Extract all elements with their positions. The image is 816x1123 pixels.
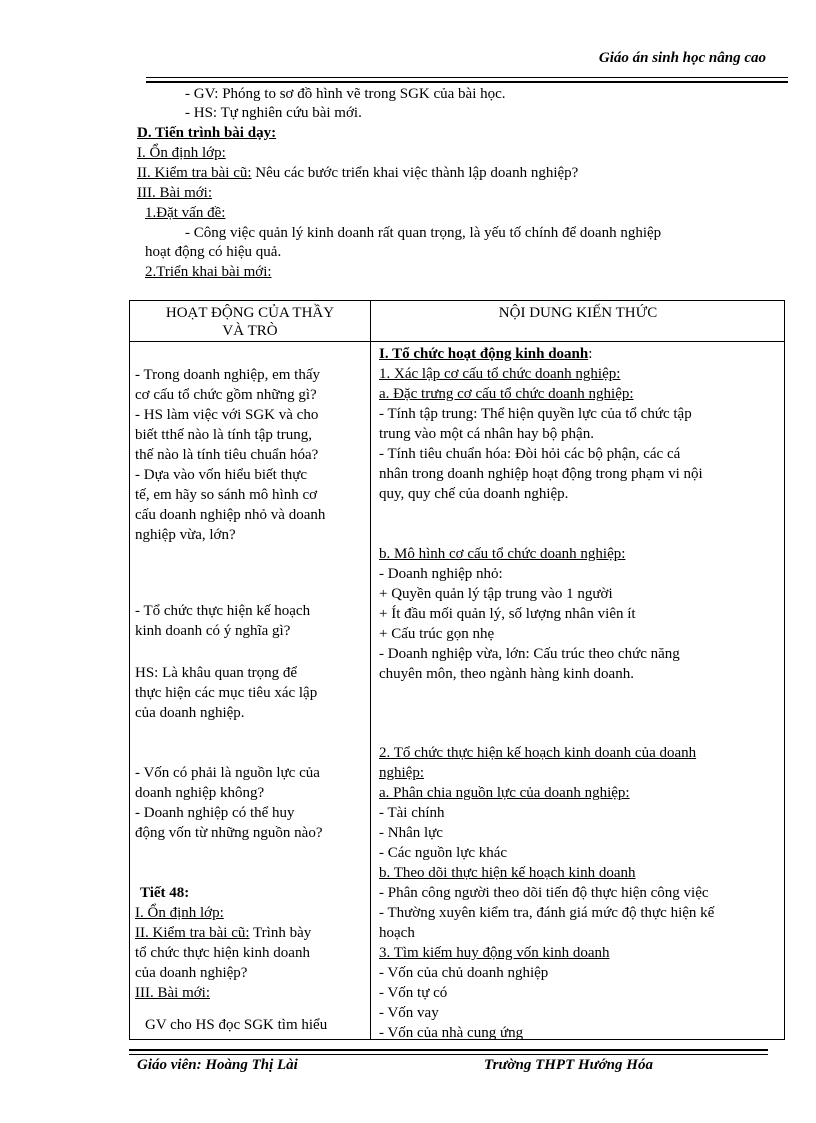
right-text: a. Đặc trưng cơ cấu tổ chức doanh nghiệp: [379,386,634,402]
right-cell-group-2 [379,544,680,684]
left-text: cấu doanh nghiệp nhỏ và doanh [135,507,326,523]
document-header-title: Giáo án sinh học nâng cao [598,50,766,66]
left-cell-group-2 [135,601,310,641]
right-text: + Ít đầu mối quản lý, số lượng nhân viên ít [379,606,636,622]
left-text: - Tổ chức thực hiện kế hoạch [135,603,311,619]
footer-rule [129,1054,768,1055]
dat-van-de-text-2: hoạt động có hiệu quả. [145,244,282,260]
section-i-heading [379,344,703,364]
kiem-tra-text: Nêu các bước triển khai việc thành lập doanh nghiệp? [251,165,579,181]
right-text: - Phân công người theo dõi tiến độ thực hiện công việc [379,885,709,901]
left-kiem-tra [135,923,327,943]
right-text: - Doanh nghiệp vừa, lớn: Cấu trúc theo chức năng [379,646,680,662]
right-text: trung vào một cá nhân hay bộ phận. [379,426,594,442]
left-cell-group-4 [135,763,323,843]
on-dinh-lop: I. Ổn định lớp: [137,145,226,161]
trien-khai-heading: 2.Triển khai bài mới: [145,264,272,280]
right-text: - Vốn của nhà cung ứng [379,1025,524,1041]
kiem-tra-label: II. Kiểm tra bài cũ: [137,165,252,181]
header-activities-line-2: VÀ TRÒ [222,323,278,339]
right-text: - Các nguồn lực khác [379,845,508,861]
right-text: - Doanh nghiệp nhỏ: [379,566,503,582]
right-text: - Thường xuyên kiểm tra, đánh giá mức độ thực hiện kế [379,905,715,921]
left-kiem-tra-text: Trình bày [249,925,312,941]
right-text: - Vốn của chủ doanh nghiệp [379,965,549,981]
right-text: hoạch [379,925,415,941]
right-text: 1. Xác lập cơ cấu tổ chức doanh nghiệp: [379,366,621,382]
gv-prep-line: - GV: Phóng to sơ đồ hình vẽ trong SGK của bài học. [185,86,506,102]
right-text: - Vốn tự có [379,985,448,1001]
footer-school: Trường THPT Hướng Hóa [484,1057,653,1073]
right-text: nghiệp: [379,765,424,781]
left-text: doanh nghiệp không? [135,785,265,801]
dat-van-de-heading: 1.Đặt vấn đề: [145,205,226,221]
right-text: 2. Tổ chức thực hiện kế hoạch kinh doanh của doanh [379,745,697,761]
header-activities-line-1: HOẠT ĐỘNG CỦA THẦY [165,305,335,321]
left-text: tổ chức thực hiện kinh doanh [135,945,310,961]
bai-moi: III. Bài mới: [137,185,212,201]
hs-prep-line: - HS: Tự nghiên cứu bài mới. [185,105,362,121]
left-text: động vốn từ những nguồn nào? [135,825,323,841]
left-text: biết tthế nào là tính tập trung, [135,427,313,443]
left-bai-moi: III. Bài mới: [135,985,210,1001]
left-text: HS: Là khâu quan trọng để [135,665,298,681]
left-text: thế nào là tính tiêu chuẩn hóa? [135,447,319,463]
left-on-dinh: I. Ổn định lớp: [135,905,224,921]
right-text: + Quyền quản lý tập trung vào 1 người [379,586,613,602]
left-text: của doanh nghiệp. [135,705,245,721]
column-divider [370,301,371,1039]
right-text: - Vốn vay [379,1005,439,1021]
right-text: - Tính tập trung: Thể hiện quyền lực của tổ chức tập [379,406,692,422]
footer-rule-thick [129,1049,768,1051]
left-text: - HS làm việc với SGK và cho [135,407,319,423]
header-divider [130,341,784,342]
right-text: b. Theo dõi thực hiện kế hoạch kinh doanh [379,865,636,881]
right-text: nhân trong doanh nghiệp hoạt động trong phạm vi nội [379,466,703,482]
left-cell-group-5 [135,883,327,1035]
right-cell-group-1 [379,344,703,504]
left-kiem-tra-label: II. Kiểm tra bài cũ: [135,925,250,941]
header-content: NỘI DUNG KIẾN THỨC [498,305,658,321]
right-text: - Tài chính [379,805,445,821]
left-text: kinh doanh có ý nghĩa gì? [135,623,291,639]
left-text: cơ cấu tổ chức gồm những gì? [135,387,317,403]
dat-van-de-text-1: - Công việc quản lý kinh doanh rất quan trọng, là yếu tố chính để doanh nghiệp [185,225,662,241]
left-cell-group-3 [135,663,317,723]
left-text: - Trong doanh nghiệp, em thấy [135,367,320,383]
right-text: 3. Tìm kiếm huy động vốn kinh doanh [379,945,610,961]
tiet-heading: Tiết 48: [140,885,190,901]
left-cell-group-1 [135,365,325,545]
header-rule-thick [146,81,788,83]
header-rule [146,77,788,78]
right-text: b. Mô hình cơ cấu tổ chức doanh nghiệp: [379,546,626,562]
right-text: a. Phân chia nguồn lực của doanh nghiệp: [379,785,630,801]
section-i-colon: : [588,346,593,362]
header-activities [130,304,370,340]
left-text: thực hiện các mục tiêu xác lập [135,685,318,701]
left-text: nghiệp vừa, lớn? [135,527,236,543]
right-text: quy, quy chế của doanh nghiệp. [379,486,569,502]
left-text: - Vốn có phải là nguồn lực của [135,765,320,781]
left-text: GV cho HS đọc SGK tìm hiểu [145,1017,328,1033]
right-text: + Cấu trúc gọn nhẹ [379,626,495,642]
right-text: - Tính tiêu chuẩn hóa: Đòi hỏi các bộ phận, các cá [379,446,681,462]
footer-teacher: Giáo viên: Hoàng Thị Lài [137,1057,298,1073]
right-text: - Nhân lực [379,825,443,841]
left-text: - Dựa vào vốn hiểu biết thực [135,467,308,483]
section-d-heading: D. Tiến trình bài dạy: [137,125,277,141]
left-text: của doanh nghiệp? [135,965,248,981]
right-cell-group-3 [379,743,714,1043]
right-text: chuyên môn, theo ngành hàng kinh doanh. [379,666,634,682]
section-i-title: I. Tổ chức hoạt động kinh doanh [379,346,589,362]
lesson-table [129,300,785,1040]
left-text: tế, em hãy so sánh mô hình cơ [135,487,318,503]
kiem-tra-bai-cu [137,164,578,182]
left-text: - Doanh nghiệp có thể huy [135,805,295,821]
